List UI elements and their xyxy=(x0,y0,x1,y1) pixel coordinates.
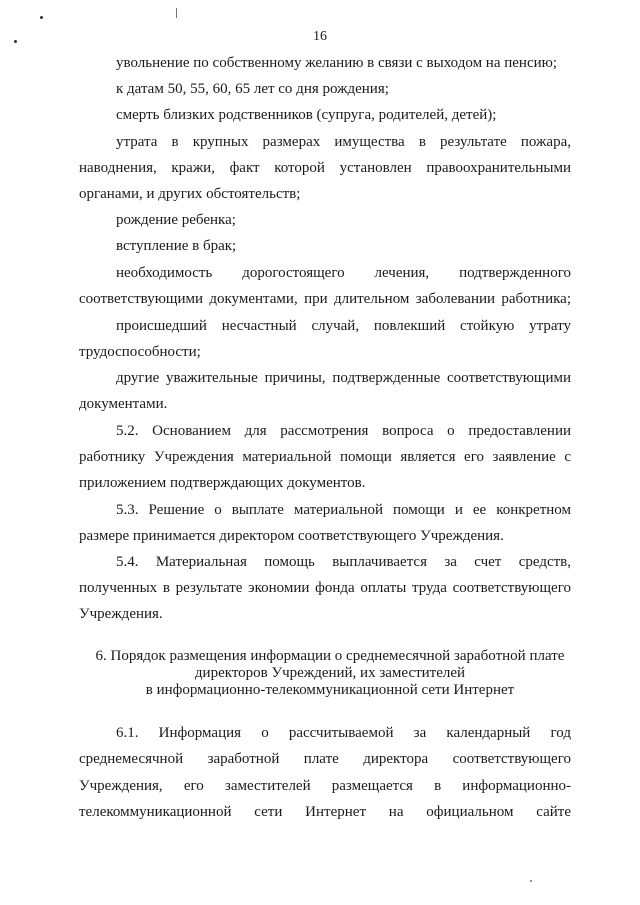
text-line: органами, и других обстоятельств; xyxy=(79,186,301,202)
text-line: к датам 50, 55, 60, 65 лет со дня рождения; xyxy=(116,81,389,97)
text-line: работнику Учреждения материальной помощи является его заявление с xyxy=(79,449,571,465)
text-line: Учреждения. xyxy=(79,606,163,622)
text-line: документами. xyxy=(79,396,168,412)
text-line: необходимость дорогостоящего лечения, подтвержденного xyxy=(116,265,571,281)
text-line: телекоммуникационной сети Интернет на официальном сайте xyxy=(79,804,571,820)
text-line: полученных в результате экономии фонда оплаты труда соответствующего xyxy=(79,580,571,596)
section-heading-line: 6. Порядок размещения информации о среднемесячной заработной плате xyxy=(95,648,565,664)
text-line: 5.2. Основанием для рассмотрения вопроса о предоставлении xyxy=(116,423,571,439)
page-number: 16 xyxy=(313,29,327,44)
text-line: вступление в брак; xyxy=(116,238,237,254)
scan-speck xyxy=(40,16,43,19)
scan-speck xyxy=(530,880,532,882)
text-line: 6.1. Информация о рассчитываемой за календарный год xyxy=(116,725,571,741)
text-line: среднемесячной заработной плате директора соответствующего xyxy=(79,751,571,767)
text-line: 5.3. Решение о выплате материальной помощи и ее конкретном xyxy=(116,502,571,518)
text-line: трудоспособности; xyxy=(79,344,201,360)
scan-speck xyxy=(14,40,17,43)
section-heading xyxy=(70,648,590,699)
text-line: приложением подтверждающих документов. xyxy=(79,475,366,491)
text-line: соответствующими документами, при длительном заболевании работника; xyxy=(79,291,571,307)
text-line: смерть близких родственников (супруга, родителей, детей); xyxy=(116,107,497,123)
section-heading-line: директоров Учреждений, их заместителей xyxy=(194,665,466,681)
text-line: размере принимается директором соответствующего Учреждения. xyxy=(79,528,504,544)
text-line: утрата в крупных размерах имущества в результате пожара, xyxy=(116,134,571,150)
text-line: Учреждения, его заместителей размещается в информационно- xyxy=(79,778,571,794)
scan-speck xyxy=(176,8,177,18)
text-line: 5.4. Материальная помощь выплачивается за счет средств, xyxy=(116,554,571,570)
text-line: увольнение по собственному желанию в связи с выходом на пенсию; xyxy=(116,55,558,71)
text-line: рождение ребенка; xyxy=(116,212,236,228)
text-line: другие уважительные причины, подтвержденные соответствующими xyxy=(116,370,571,386)
section-heading-line: в информационно-телекоммуникационной сети Интернет xyxy=(145,682,515,698)
text-line: происшедший несчастный случай, повлекший стойкую утрату xyxy=(116,318,571,334)
text-line: наводнения, кражи, факт которой установлен правоохранительными xyxy=(79,160,571,176)
